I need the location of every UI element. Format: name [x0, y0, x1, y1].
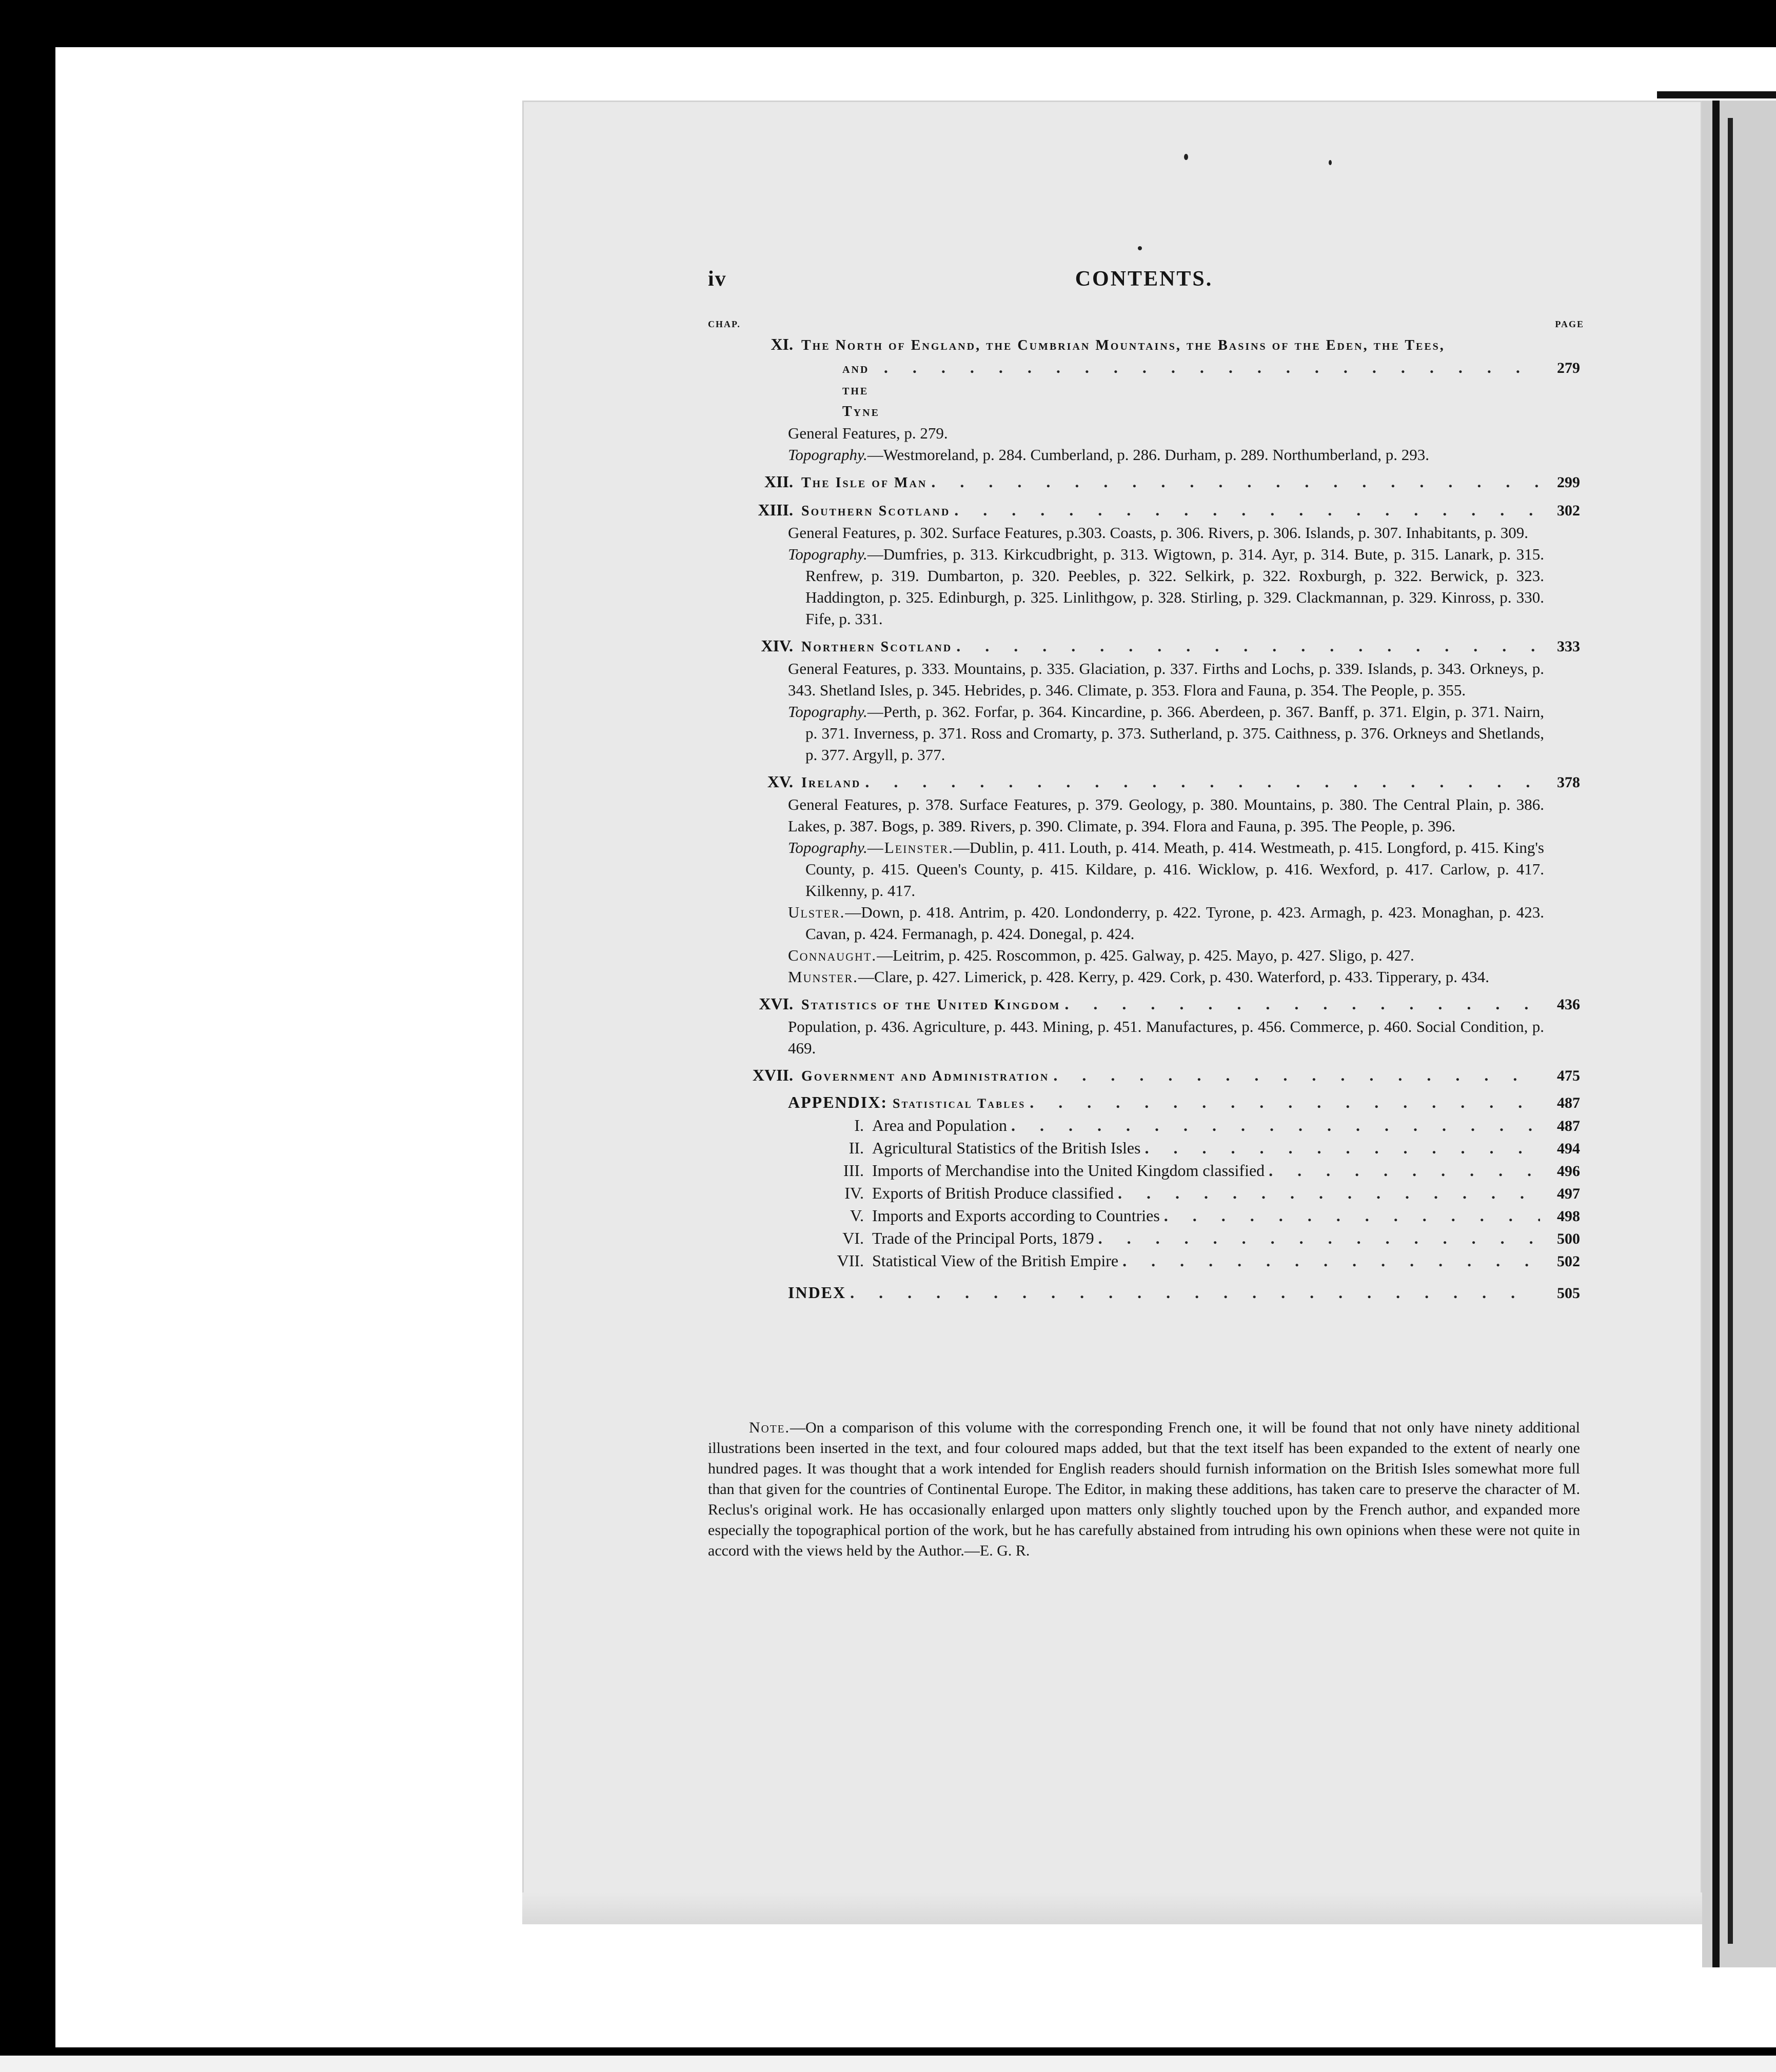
subentry-text: —Perth, p. 362. Forfar, p. 364. Kincardine, p. 366. Aberdeen, p. 367. Banff, p. 371. Elgin, p. 371. Nairn, p. 371. Inverness, p. 371. Ross and Cromarty, p. 373. Sutherland, p. 375. Caithness, p. 376. Orkneys and Shetlands, p. 377. Argyll, p. 377.	[805, 703, 1544, 764]
toc-entry	[708, 499, 1580, 630]
dot-leader	[1011, 1114, 1540, 1136]
subentry-text: —Down, p. 418. Antrim, p. 420. Londonderry, p. 422. Tyrone, p. 423. Armagh, p. 423. Monaghan, p. 423. Cavan, p. 424. Fermanagh, p. 424. Donegal, p. 424.	[805, 903, 1544, 943]
table-page: 498	[1557, 1208, 1580, 1225]
subentry-text: —Dublin, p. 411. Louth, p. 414. Meath, p. 414. Westmeath, p. 415. Longford, p. 415. King's County, p. 415. Queen's County, p. 415. Kildare, p. 416. Wicklow, p. 416. Wexford, p. 417. Carlow, p. 417. Kilkenny, p. 417.	[805, 839, 1544, 900]
toc-entry-heading-line	[708, 333, 1580, 356]
appendix-table-row	[708, 1205, 1580, 1227]
subentry-text: —Clare, p. 427. Limerick, p. 428. Kerry, p. 429. Cork, p. 430. Waterford, p. 433. Tipperary, p. 434.	[858, 968, 1490, 986]
appendix-sublabel: Statistical Tables	[892, 1096, 1026, 1111]
chapter-page: 436	[1557, 996, 1580, 1013]
dot-leader	[865, 771, 1540, 792]
table-page: 487	[1557, 1118, 1580, 1134]
page-column-label: PAGE	[1555, 319, 1584, 329]
chapter-subentry	[708, 544, 1544, 630]
chap-column-label: CHAP.	[708, 319, 741, 329]
page-number: iv	[708, 267, 727, 291]
dot-leader	[931, 471, 1540, 492]
table-page: 494	[1557, 1140, 1580, 1157]
chapter-subentry	[708, 423, 1544, 444]
chapter-number: XII.	[764, 472, 793, 491]
chapter-page: 475	[1557, 1067, 1580, 1084]
bottom-film-strip	[0, 2056, 1776, 2072]
subentry-text: General Features, p. 302. Surface Features, p.303. Coasts, p. 306. Rivers, p. 306. Islands, p. 307. Inhabitants, p. 309.	[788, 524, 1528, 542]
table-title: Trade of the Principal Ports, 1879	[872, 1229, 1094, 1247]
toc-entry-heading-line	[708, 499, 1580, 522]
table-number: I.	[854, 1116, 864, 1134]
chapter-subentry	[708, 444, 1544, 466]
subentry-text: General Features, p. 378. Surface Features, p. 379. Geology, p. 380. Mountains, p. 380. The Central Plain, p. 386. Lakes, p. 387. Bogs, p. 389. Rivers, p. 390. Climate, p. 394. Flora and Fauna, p. 395. The People, p. 396.	[788, 795, 1544, 835]
toc-entry	[708, 771, 1580, 988]
chapter-number: XV.	[767, 772, 793, 791]
chapter-number: XIV.	[761, 636, 793, 655]
dot-leader	[1064, 993, 1540, 1014]
subentry-text: —Westmoreland, p. 284. Cumberland, p. 286. Durham, p. 289. Northumberland, p. 293.	[867, 446, 1430, 464]
subentry-text: Population, p. 436. Agriculture, p. 443. Mining, p. 451. Manufactures, p. 456. Commerce, p. 460. Social Condition, p. 469.	[788, 1018, 1544, 1057]
page-bottom-shade	[522, 1892, 1702, 1924]
index-label: INDEX	[788, 1283, 846, 1302]
table-of-contents	[708, 328, 1580, 1304]
chapter-heading: Southern Scotland	[801, 503, 951, 519]
chapter-subentry	[708, 658, 1544, 701]
index-page: 505	[1557, 1285, 1580, 1302]
toc-entry-heading-line	[708, 993, 1580, 1016]
dot-leader	[1164, 1205, 1540, 1226]
chapter-heading: Northern Scotland	[801, 639, 953, 655]
chapter-heading: Government and Administration	[801, 1068, 1050, 1084]
toc-entry	[708, 635, 1580, 766]
chapter-page: 378	[1557, 774, 1580, 791]
chapter-page: 302	[1557, 502, 1580, 519]
appendix-section	[708, 1091, 1580, 1272]
subentry-text: General Features, p. 279.	[788, 424, 948, 442]
toc-entry-heading-line	[708, 771, 1580, 794]
chapter-heading: The North of England, the Cumbrian Mountains, the Basins of the Eden, the Tees,	[801, 337, 1445, 353]
dot-leader	[1098, 1227, 1540, 1249]
chapter-heading-continued: and the Tyne	[842, 361, 880, 420]
speck	[1138, 246, 1142, 250]
dot-leader	[1030, 1091, 1540, 1113]
page-title: CONTENTS.	[1075, 267, 1213, 291]
book-cover-top	[1657, 91, 1776, 98]
province-label: Munster.	[788, 968, 858, 986]
chapter-number: XI.	[771, 335, 793, 353]
table-number: II.	[848, 1139, 864, 1157]
table-number: VII.	[837, 1251, 864, 1270]
chapter-subentry	[708, 902, 1544, 945]
table-title: Agricultural Statistics of the British Isles	[872, 1139, 1141, 1157]
chapter-heading: Ireland	[801, 775, 861, 791]
subentry-lead: Topography.	[788, 839, 867, 856]
page-header	[708, 267, 1580, 297]
book-cover-line	[1712, 101, 1720, 1967]
chapter-subentry	[708, 945, 1544, 966]
appendix-page: 487	[1557, 1094, 1580, 1111]
dot-leader	[1053, 1064, 1540, 1086]
chapter-number: XVI.	[759, 994, 793, 1013]
speck	[1184, 154, 1188, 160]
index-entry	[708, 1282, 1580, 1304]
subentry-text: —Leitrim, p. 425. Roscommon, p. 425. Galway, p. 425. Mayo, p. 427. Sligo, p. 427.	[877, 946, 1414, 964]
appendix-table-row	[708, 1160, 1580, 1182]
table-number: III.	[843, 1161, 864, 1180]
table-number: IV.	[844, 1184, 864, 1202]
table-title: Imports of Merchandise into the United Kingdom classified	[872, 1161, 1265, 1180]
province-label: Ulster.	[788, 903, 845, 921]
table-title: Statistical View of the British Empire	[872, 1251, 1119, 1270]
chapter-page: 279	[1557, 360, 1580, 376]
toc-entry-heading-line	[708, 1064, 1580, 1087]
toc-entry-heading-line	[708, 635, 1580, 658]
subentry-text: —Dumfries, p. 313. Kirkcudbright, p. 313. Wigtown, p. 314. Ayr, p. 314. Bute, p. 315. Lanark, p. 315. Renfrew, p. 319. Dumbarton, p. 320. Peebles, p. 322. Selkirk, p. 322. Roxburgh, p. 322. Berwick, p. 323. Haddington, p. 325. Edinburgh, p. 325. Linlithgow, p. 328. Stirling, p. 329. Clackmannan, p. 329. Kinross, p. 330. Fife, p. 331.	[805, 545, 1544, 628]
subentry-lead: Topography.	[788, 545, 867, 563]
chapter-heading: Statistics of the United Kingdom	[801, 997, 1061, 1013]
toc-entry-heading-continued	[708, 356, 1580, 423]
province-label: Connaught.	[788, 946, 877, 964]
chapter-page: 299	[1557, 474, 1580, 491]
chapter-number: XIII.	[758, 501, 793, 519]
note-text: —On a comparison of this volume with the corresponding French one, it will be found that not only have ninety additional illustrations been inserted in the text, and four coloured maps added, but that the text itself has been expanded to the extent of nearly one hundred pages. It was thought that a work intended for English readers should furnish information on the British Isles somewhat more full than that given for the countries of Continental Europe. The Editor, in making these additions, has taken care to preserve the character of M. Reclus's original work. He has occasionally enlarged upon matters only slightly touched upon by the French author, and expanded more especially the topographical portion of the work, but he has carefully abstained from intruding his own opinions when these were not quite in accord with the views held by the Author.—E. G. R.	[708, 1419, 1580, 1559]
table-number: V.	[850, 1206, 864, 1225]
appendix-table-row	[708, 1114, 1580, 1137]
appendix-table-row	[708, 1137, 1580, 1160]
table-number: VI.	[842, 1229, 864, 1247]
chapter-number: XVII.	[752, 1066, 793, 1084]
editor-note	[708, 1418, 1580, 1561]
chapter-heading: The Isle of Man	[801, 475, 928, 491]
subentry-text: General Features, p. 333. Mountains, p. 335. Glaciation, p. 337. Firths and Lochs, p. 339. Islands, p. 343. Orkneys, p. 343. Shetland Isles, p. 345. Hebrides, p. 346. Climate, p. 353. Flora and Fauna, p. 354. The People, p. 355.	[788, 660, 1544, 699]
chapter-subentry	[708, 794, 1544, 837]
chapter-subentry	[708, 966, 1544, 988]
dot-leader	[1144, 1137, 1540, 1159]
dot-leader	[956, 635, 1540, 656]
toc-entry	[708, 471, 1580, 494]
speck	[1329, 160, 1332, 165]
dot-leader	[954, 499, 1540, 521]
book-cover-line-inner	[1728, 118, 1733, 1944]
table-page: 496	[1557, 1163, 1580, 1180]
chapter-subentry	[708, 701, 1544, 766]
appendix-table-row	[708, 1250, 1580, 1272]
table-page: 502	[1557, 1253, 1580, 1270]
table-title: Area and Population	[872, 1116, 1008, 1134]
appendix-table-row	[708, 1182, 1580, 1205]
appendix-table-row	[708, 1227, 1580, 1250]
chapter-subentry	[708, 1016, 1544, 1059]
note-lead: Note.	[749, 1419, 790, 1436]
toc-entry	[708, 333, 1580, 466]
subentry-lead: Topography.	[788, 703, 867, 721]
dot-leader	[1118, 1182, 1540, 1204]
table-title: Imports and Exports according to Countries	[872, 1206, 1160, 1225]
province-label: —Leinster.	[867, 839, 954, 856]
toc-entry	[708, 993, 1580, 1059]
chapter-subentry	[708, 837, 1544, 902]
toc-entry	[708, 1064, 1580, 1087]
chapter-page: 333	[1557, 638, 1580, 655]
dot-leader	[884, 356, 1540, 378]
appendix-label-text: APPENDIX:	[788, 1093, 887, 1111]
table-page: 500	[1557, 1230, 1580, 1247]
toc-entry-heading-line	[708, 471, 1580, 494]
table-title: Exports of British Produce classified	[872, 1184, 1114, 1202]
appendix-label	[708, 1091, 1025, 1114]
appendix-heading-line	[708, 1091, 1580, 1114]
chapter-subentry	[708, 522, 1544, 544]
dot-leader	[850, 1282, 1540, 1303]
dot-leader	[1269, 1160, 1540, 1181]
subentry-lead: Topography.	[788, 446, 867, 464]
table-page: 497	[1557, 1185, 1580, 1202]
dot-leader	[1122, 1250, 1540, 1271]
